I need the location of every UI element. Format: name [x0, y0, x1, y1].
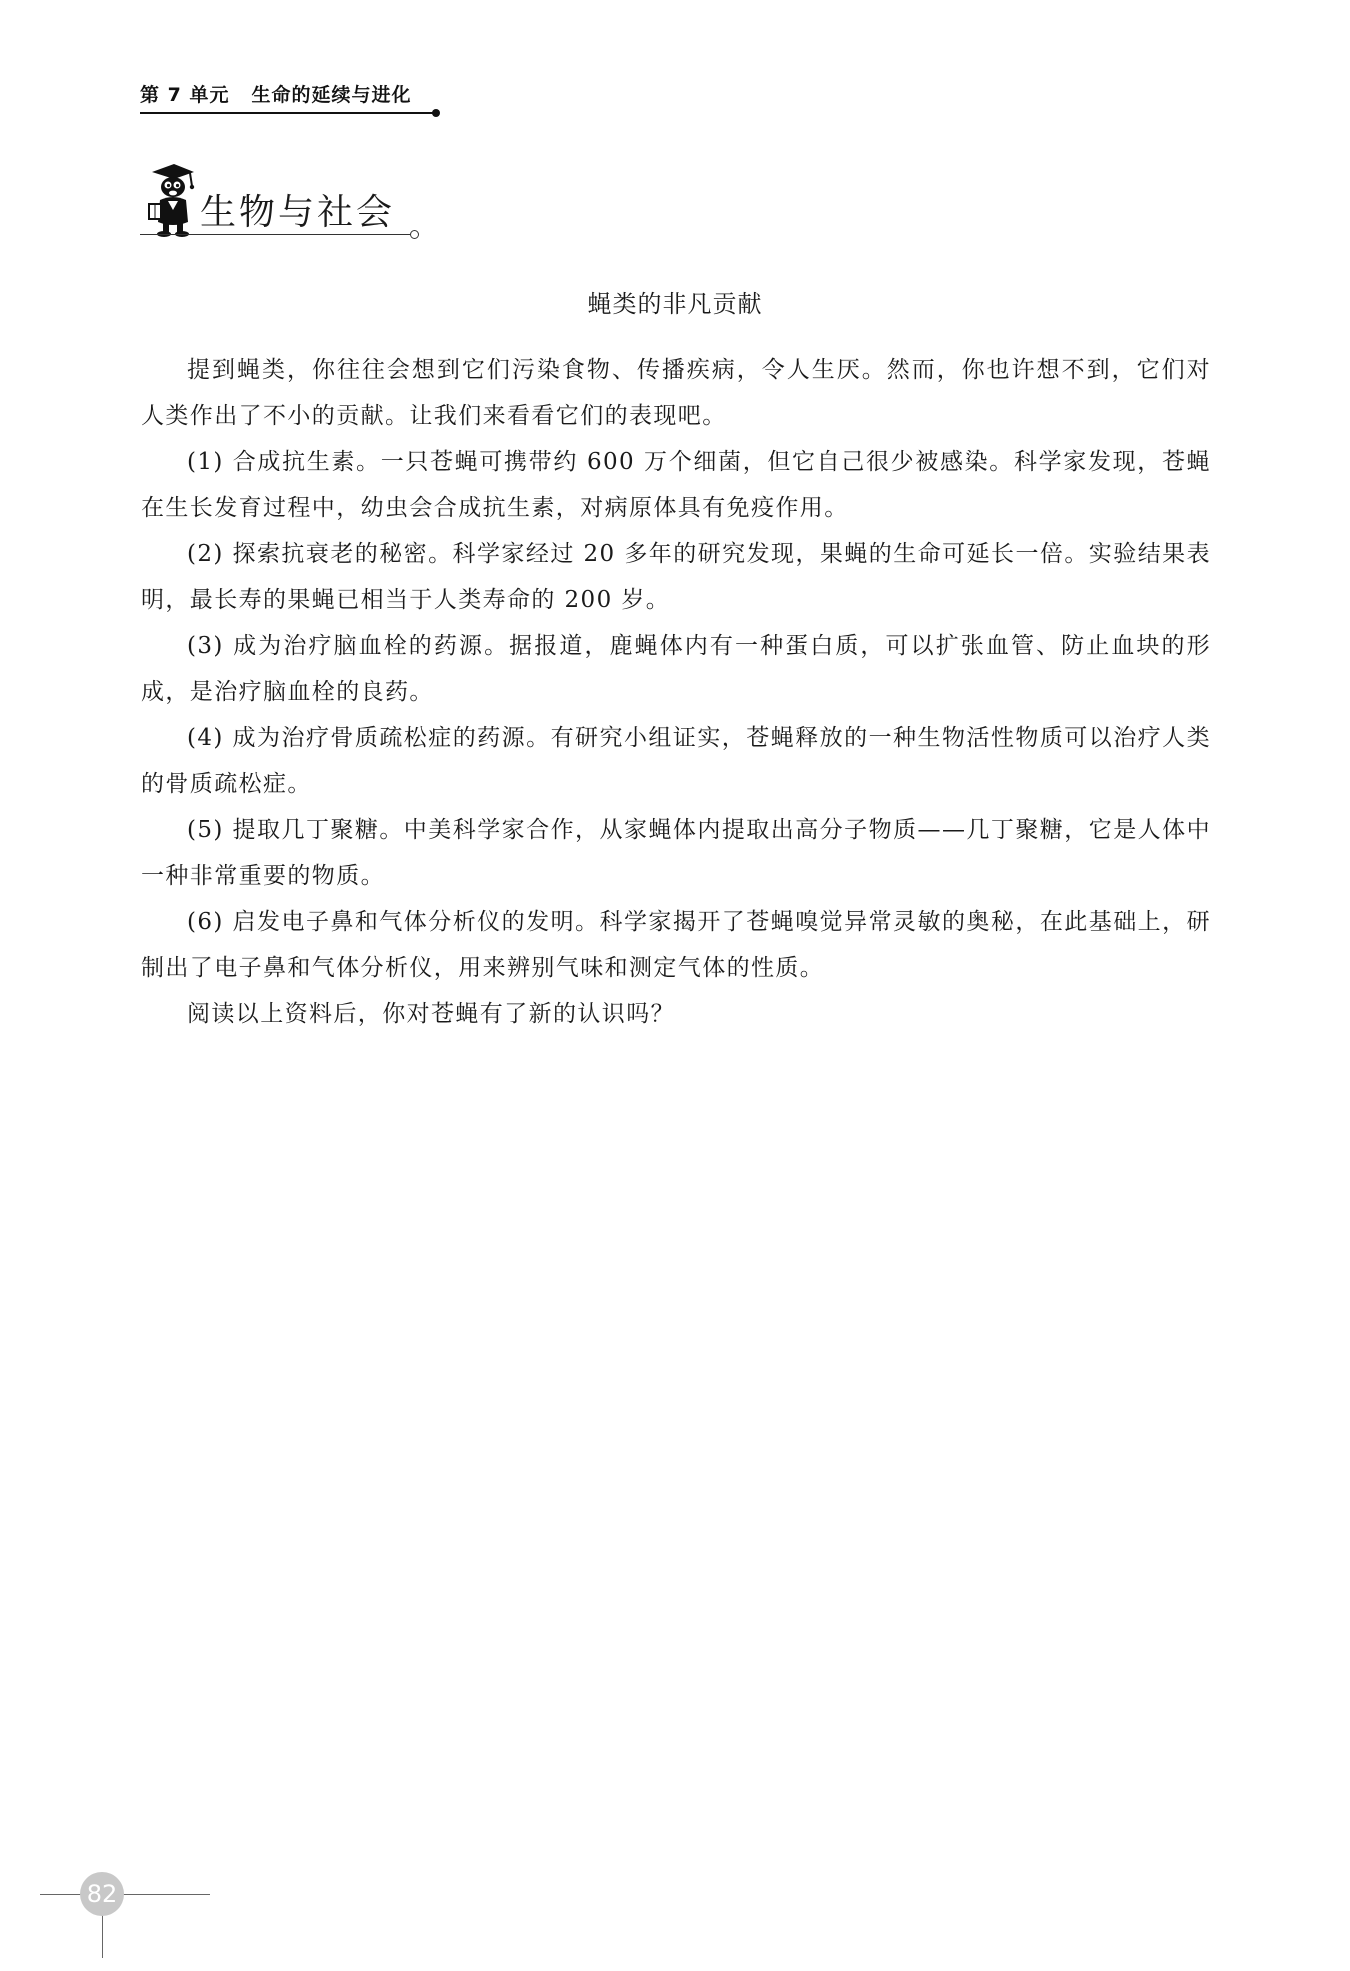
header-rule-dot — [432, 109, 440, 117]
header-rule — [140, 112, 435, 114]
point-4-paragraph: (4) 成为治疗骨质疏松症的药源。有研究小组证实，苍蝇释放的一种生物活性物质可以治疗人类的骨质疏松症。 — [141, 725, 1211, 797]
page-number: 82 — [80, 1872, 124, 1916]
section-banner — [140, 152, 425, 242]
article-body — [141, 347, 1211, 1037]
point-6-paragraph: (6) 启发电子鼻和气体分析仪的发明。科学家揭开了苍蝇嗅觉异常灵敏的奥秘，在此基础上，研制出了电子鼻和气体分析仪，用来辨别气味和测定气体的性质。 — [141, 909, 1211, 981]
article-title: 蝇类的非凡贡献 — [587, 290, 763, 318]
point-2-paragraph: (2) 探索抗衰老的秘密。科学家经过 20 多年的研究发现，果蝇的生命可延长一倍。实验结果表明，最长寿的果蝇已相当于人类寿命的 200 岁。 — [141, 541, 1211, 613]
point-5-paragraph: (5) 提取几丁聚糖。中美科学家合作，从家蝇体内提取出高分子物质——几丁聚糖，它是人体中一种非常重要的物质。 — [141, 817, 1211, 889]
section-underline-end-circle — [410, 230, 419, 239]
page-footer — [40, 1868, 220, 1968]
unit-label: 第 7 单元 — [140, 84, 230, 106]
section-underline — [140, 234, 410, 235]
section-title: 生物与社会 — [200, 192, 396, 233]
scholar-mascot-icon — [146, 160, 198, 238]
closing-question: 阅读以上资料后，你对苍蝇有了新的认识吗？ — [187, 1001, 675, 1027]
point-3-paragraph: (3) 成为治疗脑血栓的药源。据报道，鹿蝇体内有一种蛋白质，可以扩张血管、防止血块的形成，是治疗脑血栓的良药。 — [141, 633, 1211, 705]
running-header — [140, 80, 440, 107]
point-1-paragraph: (1) 合成抗生素。一只苍蝇可携带约 600 万个细菌，但它自己很少被感染。科学家发现，苍蝇在生长发育过程中，幼虫会合成抗生素，对病原体具有免疫作用。 — [141, 449, 1211, 521]
footer-horizontal-rule — [40, 1894, 210, 1895]
intro-paragraph: 提到蝇类，你往往会想到它们污染食物、传播疾病，令人生厌。然而，你也许想不到，它们对人类作出了不小的贡献。让我们来看看它们的表现吧。 — [141, 357, 1211, 429]
unit-title: 生命的延续与进化 — [251, 84, 412, 106]
running-header-text — [140, 80, 440, 107]
